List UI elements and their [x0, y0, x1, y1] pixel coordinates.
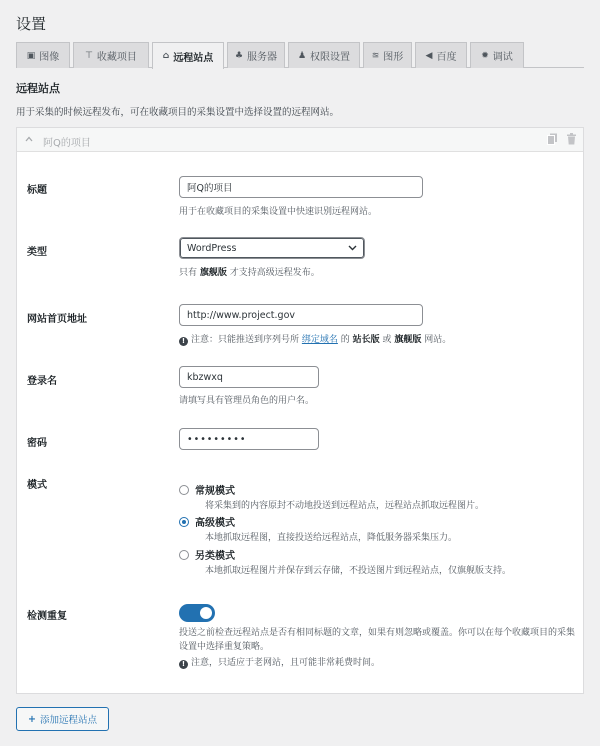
tab-images[interactable]	[16, 42, 70, 68]
tab-label: 图形	[383, 52, 404, 63]
tab-label: 图像	[39, 52, 60, 63]
bind-domain-link[interactable]: 绑定域名	[301, 335, 338, 345]
toggle-knob	[200, 607, 212, 619]
trash-icon[interactable]	[566, 133, 577, 145]
tab-debug[interactable]	[470, 42, 524, 68]
username-label: 登录名	[27, 376, 57, 387]
network-icon: ♣	[234, 50, 244, 61]
duplicate-help: 投送之前检查远程站点是否有相同标题的文章，如果有则忽略或覆盖。你可以在每个收藏项目的采集设置中选择重复策略。 ! 注意，只适应于老网站，且可能非常耗费时间。	[179, 628, 576, 668]
mode-normal-desc: 将采集到的内容原封不动地投送到远程站点，远程站点抓取远程图片。	[205, 501, 485, 511]
chevron-down-icon	[348, 245, 357, 251]
tab-favorites[interactable]	[73, 42, 149, 68]
password-input[interactable]	[179, 428, 319, 450]
settings-tabs	[16, 42, 584, 68]
title-label: 标题	[27, 185, 47, 196]
section-description: 用于采集的时候远程发布，可在收藏项目的采集设置中选择设置的远程网站。	[16, 107, 340, 118]
chart-icon: ≊	[371, 50, 380, 61]
panel-header[interactable]	[17, 128, 583, 152]
page-title: 设置	[16, 15, 47, 33]
duplicate-toggle[interactable]	[179, 604, 215, 622]
pin-icon: ⊤	[85, 50, 93, 61]
mode-radio-normal[interactable]: 常规模式	[179, 482, 235, 497]
panel-title: 阿Q的项目	[43, 138, 91, 149]
megaphone-icon: ◀	[425, 50, 433, 61]
type-select-value: WordPress	[187, 242, 237, 254]
url-input[interactable]	[179, 304, 423, 326]
add-remote-site-button[interactable]: + 添加远程站点	[16, 707, 109, 731]
url-label: 网站首页地址	[27, 314, 87, 325]
tab-server[interactable]	[227, 42, 285, 68]
tab-baidu[interactable]	[415, 42, 467, 68]
section-title: 远程站点	[16, 82, 60, 95]
mode-label: 模式	[27, 480, 47, 491]
duplicate-label: 检测重复	[27, 611, 67, 622]
password-label: 密码	[27, 438, 47, 449]
radio-button[interactable]	[179, 550, 189, 560]
image-icon: ▣	[26, 50, 36, 61]
type-select[interactable]	[179, 237, 365, 259]
type-label: 类型	[27, 247, 47, 258]
home-icon: ⌂	[162, 51, 170, 61]
tab-graphics[interactable]	[363, 42, 412, 68]
info-icon: !	[179, 337, 188, 346]
title-help: 用于在收藏项目的采集设置中快速识别远程网站。	[179, 207, 378, 217]
chevron-up-icon[interactable]	[25, 135, 33, 143]
tab-label: 权限设置	[310, 52, 351, 63]
copy-icon[interactable]	[547, 133, 558, 145]
mode-radio-alternative[interactable]: 另类模式	[179, 547, 235, 562]
info-icon: !	[179, 660, 188, 669]
tab-label: 服务器	[247, 52, 278, 63]
mode-radio-advanced[interactable]: 高级模式	[179, 514, 235, 529]
plus-icon: +	[28, 713, 36, 725]
tab-label: 远程站点	[173, 52, 214, 64]
tab-label: 调试	[492, 52, 513, 63]
tab-remote-sites[interactable]	[152, 42, 224, 69]
mode-advanced-desc: 本地抓取远程图，直接投送给远程站点，降低服务器采集压力。	[205, 533, 458, 543]
username-input[interactable]	[179, 366, 319, 388]
username-help: 请填写具有管理员角色的用户名。	[179, 396, 315, 406]
user-icon: ♟	[297, 50, 307, 61]
radio-button[interactable]	[179, 485, 189, 495]
type-help: 只有 旗舰版 才支持高级远程发布。	[179, 268, 320, 278]
tab-label: 收藏项目	[96, 52, 137, 63]
tab-permissions[interactable]	[288, 42, 360, 68]
title-input[interactable]	[179, 176, 423, 198]
remote-site-panel	[16, 127, 584, 694]
tab-label: 百度	[436, 52, 457, 63]
mode-alternative-desc: 本地抓取远程图片并保存到云存储，不投送图片到远程站点，仅旗舰版支持。	[205, 566, 512, 576]
radio-button-selected[interactable]	[179, 517, 189, 527]
url-help: ! 注意：只能推送到序列号所 绑定域名 的 站长版 或 旗舰版 网站。	[179, 332, 451, 346]
bug-icon: ✹	[481, 50, 489, 61]
